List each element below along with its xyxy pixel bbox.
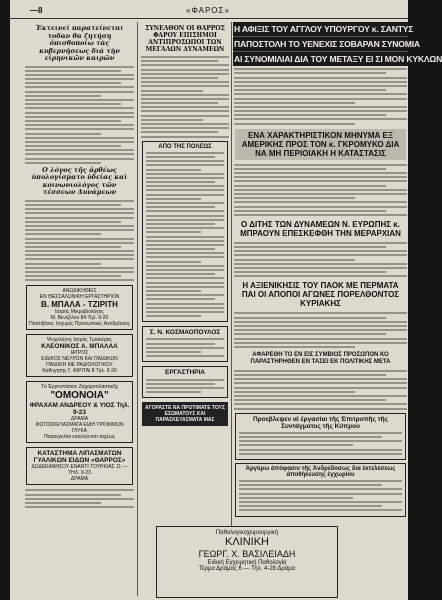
article-headline: Η ΑΞΙΕΝΙΚΗΣΙΣ ΤΟΥ ΠΑΟΚ ΜΕ ΠΕΡΜΑΤΑ ΠΑΙ ΟΙ ΑΠΟΠΟΙ ΑΓΩΝΕΣ ΠΟΡΕΛΘΟΝΤΟΣ ΚΥΡΙΑΚΗΣ — [241, 281, 400, 309]
banner-line: ΑΙ ΣΥΝΟΜΙΛΙΑΙ ΔΙΑ ΤΟΥ ΜΕΤΑΞΥ ΕΙ ΣΙ ΜΟΝ ΚΥΚΛΩΝ — [233, 51, 408, 66]
column-right — [233, 22, 442, 597]
advertisement-buy: ΑΓΟΡΑΣΤΕ ΝΑ ΠΡΟΤΙΜΑΤΕ ΤΟΥΣ ΕΣΩΜΑΤΟΥΣ ΚΑΙ ΠΑΡΑΣΚΕΥΑΣΜΑΤΑ ΜΑΣ — [142, 402, 228, 426]
article-body — [25, 489, 134, 508]
article-body — [25, 200, 134, 282]
article-headline: Έκτεινεί παρατείνεται τοδαν θα ζητήση ὀπισθοποίω τὰς κυβερνήσεως διά τὴν εἰρηνικῶν καιρῶν — [35, 24, 124, 62]
newspaper-page — [10, 0, 442, 600]
masthead — [10, 6, 408, 19]
article-body — [234, 68, 407, 124]
article-headline: Ο ΔΙΤΗΣ ΤΩΝ ΔΥΝΑΜΕΩΝ Ν. ΕΥΡΩΠΗΣ κ. ΜΠΡΑΟΥΝ ΕΠΕΣΚΕΦΘΗ ΤΗΝ ΜΕΡΑΡΧΙΑΝ — [240, 219, 401, 238]
column-divider — [137, 22, 138, 596]
article-body — [234, 370, 407, 410]
advertisement-kosmaopoulos: Σ. Ν. ΚΟΣΜΑΟΠΟΥΛΟΣ — [142, 326, 228, 362]
advertisement-shop: ΚΑΤΑΣΤΗΜΑ ΛΙΠΑΣΜΑΤΩΝ ΓΥΑΛΙΚΩΝ ΕΙΔΩΝ «ΘΑΡΡΟΣ» ΔΩΔΕΚΑΝΗΣΟΥ ΕΝΑΝΤΙ ΤΟΥΡΚΙΑΣ 11 — ΤΗΛ. 9-23 ΔΡΑΜΑ — [26, 447, 133, 485]
advertisement-confectionery: Τὸ Ἐργοστάσιον Ζαχαροπλαστικῆς "ΟΜΟΝΟΙΑ" ΦΡΑΧΑΜ ΑΝΔΡΕΟΥ & ΥΙΟΣ Τηλ. 9-23 ΔΡΑΜΑ ΦΩΤΟΣΚΕΥΑΣΜΑΤΑ ΕΙΔΗ ΤΡΟΦΙΜΩΝ ΓΛΥΚΑ Παραγγελίαι εκτελούνται ταχέως — [26, 381, 133, 443]
advertisement-laboratory: ΑΝΩΔΙΚΗΘΕΙΣ ΕΝ ΘΕΣΣΑΛΩΝΙΚΗ ΕΡΓΑΣΤΗΡΙΟΝ Β. ΜΠΑΛΑ - ΤΖΙΡΙΤΗ Ιατρός Μικροβιολόγος Μ. Βενιζέλου 84 Τηλ. 9-20 Παστιξάνια, Ισχυρές Προσωπικές Αντιδράσεις — [26, 285, 133, 330]
column-left — [24, 22, 135, 597]
decision-box: Ἀργύρω ἀπόφασιν τῆς Ἀνδρέδοσως δια ἐκτελέσεως ἀποθήκευσης ἐγχωρίου — [235, 463, 406, 517]
lead-banner — [233, 22, 442, 66]
column-divider — [231, 22, 232, 596]
advertisement-doctor: Ψυχολόγος Ιατρός Τρισκέρας ΚΛΕΟΝΙΚΟΣ Α. ΜΠΑΛΑΑ ΙΑΤΡΟΣ ΕΙΔΙΚΟΣ ΝΕΥΡΩΝ ΚΑΙ ΠΑΙΔΙΚΩΝ ΠΑΙΔΙΚΗ ΜΕ ΡΑΔΙΟΛΟΓΙΚΟΥ Καθηγητής Γ. ΦΙΡΙΤΑΙ 8 Τηλ. 9-20 — [26, 334, 133, 377]
column-middle — [140, 22, 230, 597]
article-body — [234, 164, 407, 216]
article-headline: ΣΥΝΕΛΘΟΝ ΟΙ ΘΑΡΡΟΣ ΦΑΡΟΥ ΕΠΙΣΗΜΟΙ ΑΝΤΙΠΡΟΣΩΠΟΙ ΤΩΝ ΜΕΓΑΛΩΝ ΔΥΝΑΜΕΩΝ — [145, 25, 225, 53]
article-body — [141, 56, 229, 138]
cyprus-committee-box: Προεβλεψεν αἱ ἐργασίαι τῆς Ἐπιτροπῆς τῆς Συντάγματος τῆς Κύπρου — [235, 413, 406, 460]
newspaper-title: «ΦΑΡΟΣ» — [186, 6, 230, 15]
advertisement-clinic: Παθολογικοχειρουργική ΚΛΙΝΙΚΗ ΓΕΩΡΓ. Χ. ΒΑΣΙΛΕΙΑΔΗ Ειδική Εγχειρητική Παθολογία Τέρμα Δράμας 6 — Τηλ. 4-28 Δράμα — [156, 526, 338, 598]
article-subheadline: ΑΦΑΡΕΘΗ ΤΟ ΕΝ ΕΙΣ ΣΥΜΒΙΟΣ ΠΡΟΣΩΠΟΝ ΚΟ ΠΑΡΑΣΤΗΡΗΘΕΝ ΕΝ ΤΑΣΕΙ ΕΚ ΠΟΛΙΤΙΚΗΣ ΜΕΤΑ — [250, 351, 391, 365]
article-headline: ΕΝΑ ΧΑΡΑΚΤΗΡΙΣΤΙΚΟΝ ΜΗΝΥΜΑ ΕΞ ΑΜΕΡΙΚΗΣ ΠΡΟΣ ΤΟΝ κ. ΓΚΡΟΜΥΚΟ ΔΙΑ ΝΑ ΜΗ ΠΕΡΙΟΙΑΚΗ Η ΚΑΤΑΣΤΑΣΙΣ — [235, 129, 406, 160]
page-number: —8 — [30, 6, 43, 15]
article-body — [234, 242, 407, 278]
advertisement-workshops: ΕΡΓΑΣΤΗΡΙΑ — [142, 366, 228, 398]
article-body — [25, 66, 134, 164]
banner-line: ΠΑΠΟΣΤΟΛΗ ΤΟ ΥΕΝΕΧΙΣ ΣΟΒΑΡΑΝ ΣΥΝΟΜΙΑ — [233, 36, 408, 51]
city-news-box: ΑΠΟ ΤΗΣ ΠΟΛΕΩΣ — [142, 141, 228, 323]
banner-line: Η ΑΦΙΞΙΣ ΤΟΥ ΑΓΓΛΟΥ ΥΠΟΥΡΓΟΥ κ. ΣΑΝΤΥΣ — [234, 24, 414, 34]
article-headline: Ο λόγος τῆς ἀρθέως ὑπολογίσματο ὑδείας καὶ κοινωνιολόγος τῶν τέσσεων Δυνάμεων — [31, 165, 128, 197]
article-body — [234, 312, 407, 348]
